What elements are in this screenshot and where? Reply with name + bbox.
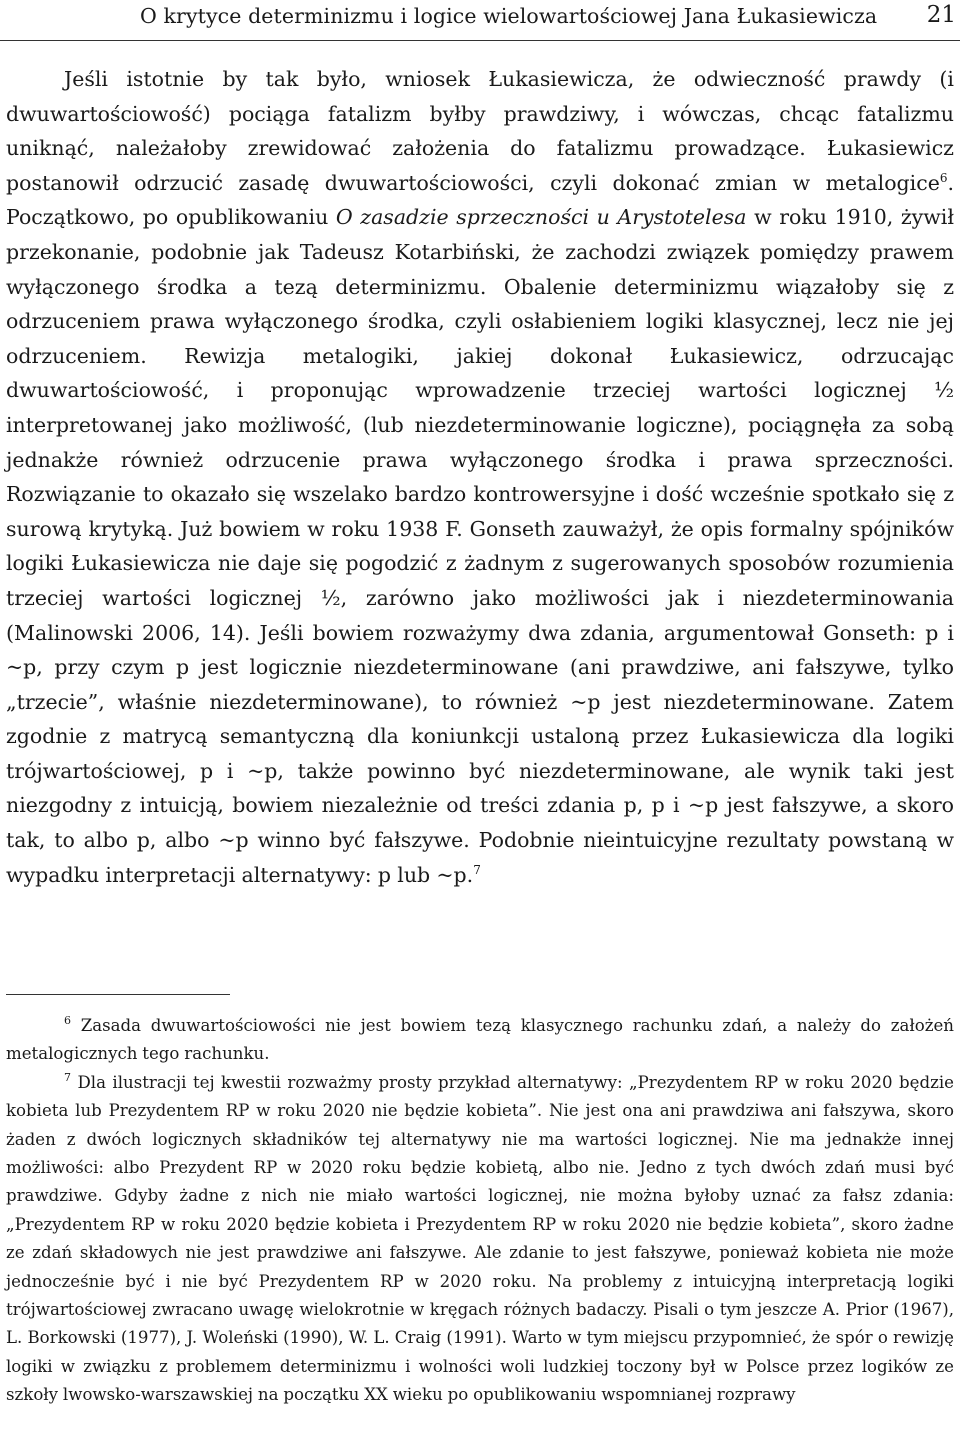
page-number: 21 [926, 2, 956, 28]
footnote-number: 6 [64, 1014, 71, 1027]
footnote-6 [6, 1012, 954, 1069]
footnote-7 [6, 1069, 954, 1410]
footnote-number: 7 [64, 1070, 71, 1084]
running-head [0, 0, 960, 41]
footnote-divider [6, 994, 230, 995]
footnote-ref-7[interactable]: 7 [473, 862, 481, 877]
text-run: Jeśli istotnie by tak było, wniosek Łukasiewicza, że odwieczność prawdy (i dwuwartościowość) pociąga fatalizm byłby prawdziwy, i wówczas, chcąc fatalizmu uniknąć, należałoby zrewidować założenia do fatalizmu prowadzące. Łukasiewicz postanowił odrzucić zasadę dwuwartościowości, czyli dokonać zmian w metalogice [6, 67, 954, 195]
text-run: . Początkowo, po opublikowaniu [6, 170, 954, 230]
footnote-text: Zasada dwuwartościowości nie jest bowiem tezą klasycznego rachunku zdań, a należy do założeń metalogicznych tego rachunku. [6, 1016, 954, 1064]
cited-title: O zasadzie sprzeczności u Arystotelesa [335, 205, 747, 230]
paragraph [6, 62, 954, 892]
footnote-text: Dla ilustracji tej kwestii rozważmy prosty przykład alternatywy: „Prezydentem RP w roku 2020 będzie kobieta lub Prezydentem RP w roku 2020 nie będzie kobieta”. Nie jest ona ani prawdziwa ani fałszywa, skoro żaden z dwóch logicznych składników tej alternatywy nie ma wartości logicznej. Nie ma jednakże innej możliwości: albo Prezydent RP w 2020 roku będzie kobietą, albo nie. Jedno z tych dwóch zdań musi być prawdziwe. Gdyby żadne z nich nie miało wartości logicznej, nie można byłoby uznać za fałsz zdania: „Prezydentem RP w roku 2020 będzie kobieta i Prezydentem RP w roku 2020 nie będzie kobieta”, skoro żadne ze zdań składowych nie jest prawdziwe ani fałszywe. Ale zdanie to jest fałszywe, ponieważ kobieta nie może jednocześnie być i nie być Prezydentem RP w 2020 roku. Na problemy z intuicyjną interpretacją logiki trójwartościowej zwracano uwagę wielokrotnie w kręgach różnych badaczy. Pisali o tym jeszcze A. Prior (1967), L. Borkowski (1977), J. Woleński (1990), W. L. Craig (1991). Warto w tym miejscu przypomnieć, że spór o rewizję logiki w związku z problemem determinizmu i wolności woli ludzkiej toczony był w Polsce przez logików ze szkoły lwowsko-warszawskiej na początku XX wieku po opublikowaniu wspomnianej rozprawy [6, 1072, 954, 1405]
running-title: O krytyce determinizmu i logice wielowartościowej Jana Łukasiewicza [140, 4, 878, 28]
main-text [6, 62, 954, 892]
footnote-ref-6[interactable]: 6 [939, 170, 948, 185]
text-run: w roku 1910, żywił przekonanie, podobnie jak Tadeusz Kotarbiński, że zachodzi związek pomiędzy prawem wyłączonego środka a tezą determinizmu. Obalenie determinizmu wiązałoby się z odrzuceniem prawa wyłączonego środka, czyli osłabieniem logiki klasycznej, lecz nie jej odrzuceniem. Rewizja metalogiki, jakiej dokonał Łukasiewicz, odrzucając dwuwartościowość, i proponując wprowadzenie trzeciej wartości logicznej ½ interpretowanej jako możliwość, (lub niezdeterminowanie logiczne), pociągnęła za sobą jednakże również odrzucenie prawa wyłączonego środka i prawa sprzeczności. Rozwiązanie to okazało się wszelako bardzo kontrowersyjne i dość wcześnie spotkało się z surową krytyką. Już bowiem w roku 1938 F. Gonseth zauważył, że opis formalny spójników logiki Łukasiewicza nie daje się pogodzić z żadnym z sugerowanych sposobów rozumienia trzeciej wartości logicznej ½, zarówno jako możliwości jak i niezdeterminowania (Malinowski 2006, 14). Jeśli bowiem rozważymy dwa zdania, argumentował Gonseth: p i ~p, przy czym p jest logicznie niezdeterminowane (ani prawdziwe, ani fałszywe, tylko „trzecie”, właśnie niezdeterminowane), to również ~p jest niezdeterminowane. Zatem zgodnie z matrycą semantyczną dla koniunkcji ustaloną przez Łukasiewicza dla logiki trójwartościowej, p i ~p, także powinno być niezdeterminowane, ale wynik taki jest niezgodny z intuicją, bowiem niezależnie od treści zdania p, p i ~p jest fałszywe, a skoro tak, to albo p, albo ~p winno być fałszywe. Podobnie nieintuicyjne rezultaty powstaną w wypadku interpretacji alternatywy: p lub ~p. [6, 205, 954, 887]
footnotes [6, 1012, 954, 1410]
